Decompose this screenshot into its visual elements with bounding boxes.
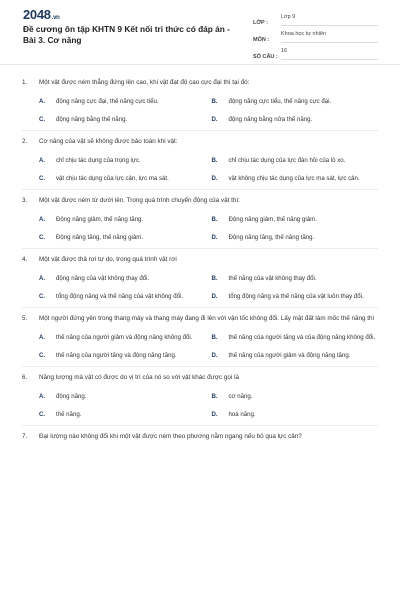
meta-value: 16 [281, 48, 378, 60]
option-letter: A. [39, 392, 46, 400]
option-letter: A. [39, 333, 46, 341]
option-text: hoá năng. [228, 410, 256, 418]
option-letter: C. [39, 351, 46, 359]
answer-options [22, 389, 378, 421]
answer-option[interactable] [212, 94, 379, 108]
option-letter: D. [211, 174, 218, 182]
question-item [22, 72, 378, 131]
option-text: động năng của vật không thay đổi. [56, 274, 150, 282]
option-text: Động năng tăng, thế năng giảm. [56, 233, 144, 241]
answer-option[interactable] [212, 230, 379, 244]
answer-option[interactable] [212, 407, 379, 421]
option-text: thế năng. [56, 410, 82, 418]
answer-option[interactable] [39, 348, 206, 362]
option-letter: C. [39, 115, 46, 123]
option-text: cơ năng. [228, 392, 253, 400]
option-text: chỉ chịu tác dụng của lực đàn hồi của lò xo. [228, 156, 346, 164]
question-stem [22, 432, 378, 442]
answer-option[interactable] [39, 212, 206, 226]
question-number: 1. [22, 79, 28, 86]
option-text: thế năng của vật không thay đổi. [228, 274, 317, 282]
option-text: thế năng của người tăng và của động năng không đổi. [228, 333, 376, 341]
option-letter: A. [39, 215, 46, 223]
option-text: động năng cực đại, thế năng cực tiểu. [56, 97, 159, 105]
option-letter: B. [211, 215, 218, 223]
question-list [0, 72, 400, 452]
option-text: vật không chịu tác dụng của lực ma sát, lực cản. [228, 174, 360, 182]
answer-option[interactable] [212, 153, 379, 167]
question-number: 5. [22, 315, 28, 322]
option-text: Động năng tăng, thế năng tăng. [228, 233, 315, 241]
option-text: Động năng giảm, thế năng tăng. [56, 215, 144, 223]
answer-option[interactable] [212, 330, 379, 344]
question-text: Một vật được ném thẳng đứng lên cao, khi vật đạt độ cao cực đại thì tại đó: [39, 79, 250, 86]
logo-sub: .vn [51, 15, 60, 21]
option-text: động năng cực tiểu, thế năng cực đại. [228, 97, 332, 105]
question-text: Đại lượng nào không đổi khi một vật được ném theo phương nằm ngang nếu bỏ qua lực cản? [39, 433, 302, 440]
document-header [0, 0, 400, 65]
answer-option[interactable] [39, 407, 206, 421]
option-text: thế năng của người giảm và động năng tăng. [228, 351, 351, 359]
option-letter: A. [39, 274, 46, 282]
answer-option[interactable] [39, 230, 206, 244]
option-text: tổng động năng và thế năng của vật không đổi. [56, 292, 184, 300]
answer-options [22, 153, 378, 185]
question-number: 3. [22, 197, 28, 204]
option-letter: B. [211, 333, 218, 341]
answer-option[interactable] [39, 171, 206, 185]
option-letter: C. [39, 174, 46, 182]
meta-label: SỐ CÂU : [253, 54, 278, 60]
question-stem [22, 255, 378, 265]
document-title: Đề cương ôn tập KHTN 9 Kết nối tri thức có đáp án - Bài 3. Cơ năng [23, 24, 230, 45]
option-letter: D. [211, 115, 218, 123]
question-stem [22, 373, 378, 383]
answer-option[interactable] [39, 389, 206, 403]
question-text: Một vật được ném từ dưới lên. Trong quá trình chuyển động của vật thì: [39, 197, 240, 204]
answer-option[interactable] [212, 112, 379, 126]
option-letter: C. [39, 292, 46, 300]
question-text: Một vật được thả rơi tự do, trong quá trình vật rơi [39, 256, 177, 263]
option-text: Động năng giảm, thế năng giảm. [228, 215, 317, 223]
question-item [22, 249, 378, 308]
logo-main: 2048 [23, 7, 51, 22]
answer-option[interactable] [39, 112, 206, 126]
option-letter: A. [39, 156, 46, 164]
answer-option[interactable] [212, 348, 379, 362]
option-text: thế năng của người giảm và động năng không đổi. [56, 333, 193, 341]
answer-options [22, 212, 378, 244]
meta-value: Khoa học tự nhiên [281, 31, 378, 43]
option-text: thế năng của người tăng và động năng tăng. [56, 351, 177, 359]
meta-row-count [253, 46, 378, 60]
answer-options [22, 271, 378, 303]
option-letter: C. [39, 233, 46, 241]
question-item [22, 367, 378, 426]
question-number: 6. [22, 374, 28, 381]
option-letter: C. [39, 410, 46, 418]
question-stem [22, 196, 378, 206]
question-item [22, 308, 378, 367]
answer-option[interactable] [39, 271, 206, 285]
option-letter: B. [211, 274, 218, 282]
question-text: Một người đứng yên trong thang máy và thang máy đang đi lên với vận tốc không đổi. Lấy mặt đất làm mốc thế năng thì [39, 315, 375, 322]
question-text: Cơ năng của vật sẽ không được bảo toàn khi vật: [39, 138, 178, 145]
option-text: tổng động năng và thế năng của vật luôn thay đổi. [228, 292, 364, 300]
question-stem [22, 78, 378, 88]
question-number: 7. [22, 433, 28, 440]
meta-row-subject [253, 29, 378, 43]
option-text: động năng bằng nửa thế năng. [228, 115, 313, 123]
option-letter: B. [211, 156, 218, 164]
answer-option[interactable] [39, 153, 206, 167]
question-stem [22, 314, 378, 324]
answer-options [22, 94, 378, 126]
option-letter: D. [211, 351, 218, 359]
option-text: vật chịu tác dụng của lực cản, lực ma sát. [56, 174, 169, 182]
option-text: động năng. [56, 392, 87, 400]
question-number: 4. [22, 256, 28, 263]
answer-option[interactable] [212, 389, 379, 403]
option-letter: D. [211, 292, 218, 300]
site-logo[interactable] [23, 7, 60, 22]
answer-option[interactable] [39, 94, 206, 108]
answer-option[interactable] [39, 330, 206, 344]
answer-option[interactable] [212, 289, 379, 303]
question-item [22, 426, 378, 452]
answer-option[interactable] [212, 171, 379, 185]
question-stem [22, 137, 378, 147]
answer-option[interactable] [39, 289, 206, 303]
option-letter: B. [211, 97, 218, 105]
answer-option[interactable] [212, 212, 379, 226]
question-item [22, 131, 378, 190]
question-number: 2. [22, 138, 28, 145]
meta-value: Lớp 9 [281, 14, 378, 26]
option-letter: D. [211, 410, 218, 418]
option-letter: D. [211, 233, 218, 241]
option-letter: B. [211, 392, 218, 400]
meta-label: MÔN : [253, 37, 270, 43]
document-meta [253, 12, 378, 63]
meta-label: LỚP : [253, 20, 268, 26]
meta-row-class [253, 12, 378, 26]
question-item [22, 190, 378, 249]
option-letter: A. [39, 97, 46, 105]
option-text: động năng bằng thế năng. [56, 115, 128, 123]
question-text: Năng lượng mà vật có được do vị trí của nó so với vật khác được gọi là [39, 374, 239, 381]
option-text: chỉ chịu tác dụng của trọng lực. [56, 156, 141, 164]
answer-option[interactable] [212, 271, 379, 285]
answer-options [22, 330, 378, 362]
